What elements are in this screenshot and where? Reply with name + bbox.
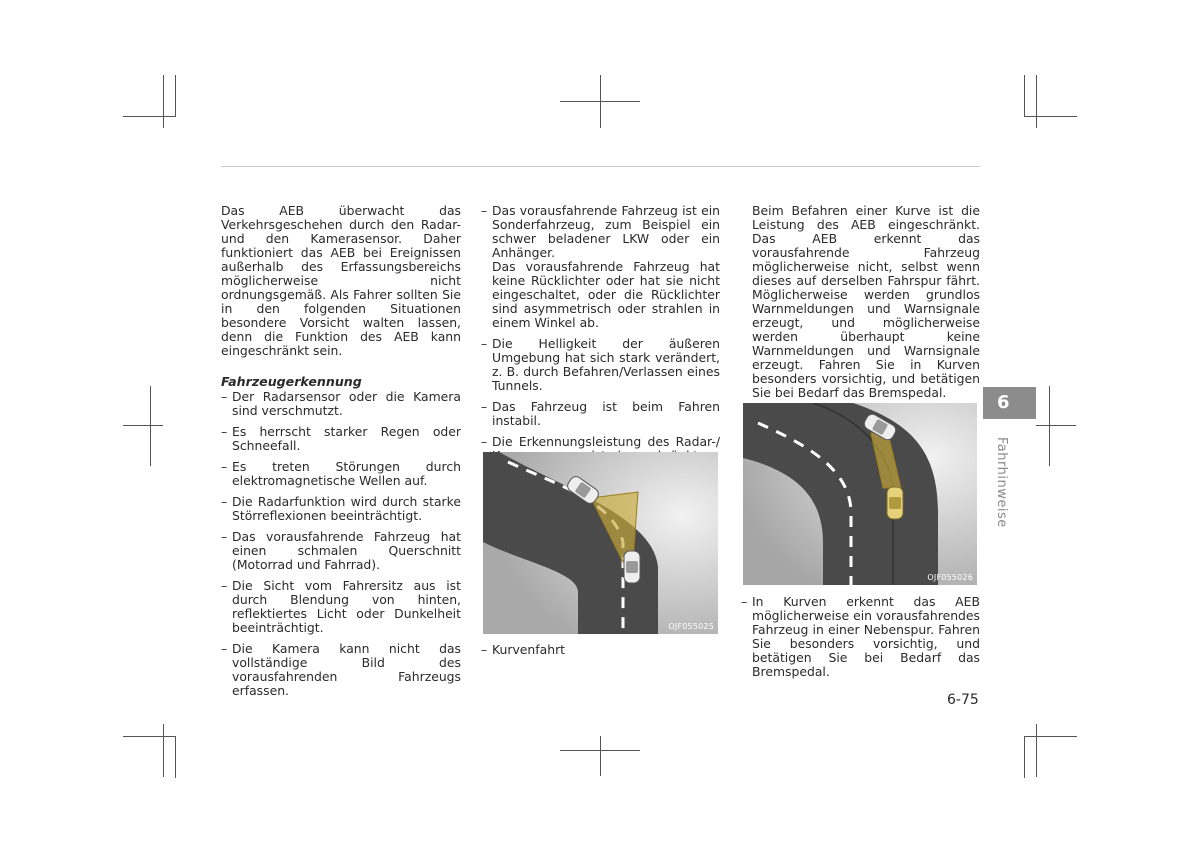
intro-paragraph: Das AEB überwacht das Verkehrsgeschehen durch den Radar- und den Kamerasensor. Daher funktioniert das AEB bei Ereignissen außerhalb des Erfassungsbereichs möglicherweise nicht ordnungsgemäß. Als Fahrer sollten Sie in den folgenden Situationen besondere Vorsicht walten lassen, denn die Funktion des AEB kann eingeschränkt sein. bbox=[221, 203, 461, 358]
list-item bbox=[481, 204, 720, 330]
curve-figure bbox=[483, 452, 718, 634]
column-3 bbox=[752, 204, 980, 400]
list-item-text: Das vorausfahrende Fahrzeug hat keine Rücklichter oder hat sie nicht eingeschaltet, oder die Rücklichter sind asymmetrisch oder strahlen in einem Winkel ab. bbox=[492, 259, 720, 330]
list-item: – Es treten Störungen durch elektromagnetische Wellen auf. bbox=[221, 460, 461, 488]
crop-mark bbox=[163, 724, 164, 777]
adjacent-lane-figure bbox=[743, 403, 977, 585]
list-item: – Die Radarfunktion wird durch starke Störreflexionen beeinträchtigt. bbox=[221, 495, 461, 523]
figure-code: OJF055025 bbox=[668, 622, 714, 631]
condition-list bbox=[481, 204, 720, 463]
subheading: Fahrzeugerkennung bbox=[221, 374, 362, 389]
crop-mark bbox=[1024, 116, 1077, 117]
crop-mark bbox=[1036, 724, 1037, 777]
crop-mark bbox=[123, 425, 163, 426]
list-item: – Die Kamera kann nicht das vollständige Bild des vorausfahrenden Fahrzeugs erfassen. bbox=[221, 642, 461, 698]
crop-mark bbox=[1036, 425, 1076, 426]
crop-mark bbox=[175, 736, 176, 778]
crop-mark bbox=[1036, 75, 1037, 128]
crop-mark bbox=[175, 75, 176, 117]
figure-code: OJF055026 bbox=[927, 573, 973, 582]
chapter-tab bbox=[983, 387, 1036, 419]
crop-mark bbox=[123, 736, 176, 737]
list-item: – Die Erkennungsleistung des Radar-/ bbox=[481, 435, 720, 463]
list-item: – Das vorausfahrende Fahrzeug hat einen schmalen Querschnitt (Motorrad und Fahrrad). bbox=[221, 530, 461, 572]
list-item: – Es herrscht starker Regen oder Schneefall. bbox=[221, 425, 461, 453]
list-item: – Das Fahrzeug ist beim Fahren instabil. bbox=[481, 400, 720, 428]
figure-caption: – Kurvenfahrt bbox=[492, 643, 565, 657]
condition-list bbox=[221, 390, 461, 698]
crop-mark bbox=[1049, 386, 1050, 466]
crop-mark bbox=[1024, 736, 1077, 737]
list-item: – In Kurven erkennt das AEB möglicherweise ein vorausfahrendes Fahrzeug in einer Nebenspur. Fahren Sie besonders vorsichtig, und betätigen Sie bei Bedarf das Bremspedal. bbox=[741, 595, 980, 679]
crop-mark bbox=[150, 386, 151, 466]
page-number: 6-75 bbox=[947, 692, 979, 708]
crop-mark bbox=[1024, 736, 1025, 778]
curve-illustration bbox=[483, 452, 718, 634]
chapter-label: Fahrhinweise bbox=[994, 437, 1009, 528]
header-rule bbox=[221, 166, 980, 167]
crop-mark bbox=[123, 116, 176, 117]
chapter-label-container bbox=[994, 437, 1010, 527]
intro-paragraph: Beim Befahren einer Kurve ist die Leistung des AEB eingeschränkt. Das AEB erkennt das vorausfahrende Fahrzeug möglicherweise nicht, selbst wenn dieses auf derselben Fahrspur fährt. Möglicherweise werden grundlos Warnmeldungen und Warnsignale erzeugt, und möglicherweise werden überhaupt keine Warnmeldungen und Warnsignale erzeugt. Fahren Sie in Kurven besonders vorsichtig, und betätigen Sie bei Bedarf das Bremspedal. bbox=[752, 203, 980, 400]
adjacent-lane-illustration bbox=[743, 403, 977, 585]
list-item: – Die Sicht vom Fahrersitz aus ist durch Blendung von hinten, reflektiertes Licht oder Dunkelheit beeinträchtigt. bbox=[221, 579, 461, 635]
crop-mark bbox=[163, 75, 164, 128]
list-item: – Der Radarsensor oder die Kamera sind verschmutzt. bbox=[221, 390, 461, 418]
crop-mark bbox=[1024, 75, 1025, 117]
chapter-number: 6 bbox=[997, 392, 1010, 413]
list-item-text: Das vorausfahrende Fahrzeug ist ein Sonderfahrzeug, zum Beispiel ein schwer beladener LKW oder ein Anhänger. bbox=[492, 203, 720, 260]
column-1 bbox=[221, 204, 461, 705]
curve-note bbox=[741, 595, 980, 686]
list-item: – Die Helligkeit der äußeren Umgebung hat sich stark verändert, z. B. durch Befahren/Verlassen eines Tunnels. bbox=[481, 337, 720, 393]
column-2 bbox=[481, 204, 720, 470]
crop-mark bbox=[600, 75, 601, 128]
crop-mark bbox=[600, 736, 601, 776]
